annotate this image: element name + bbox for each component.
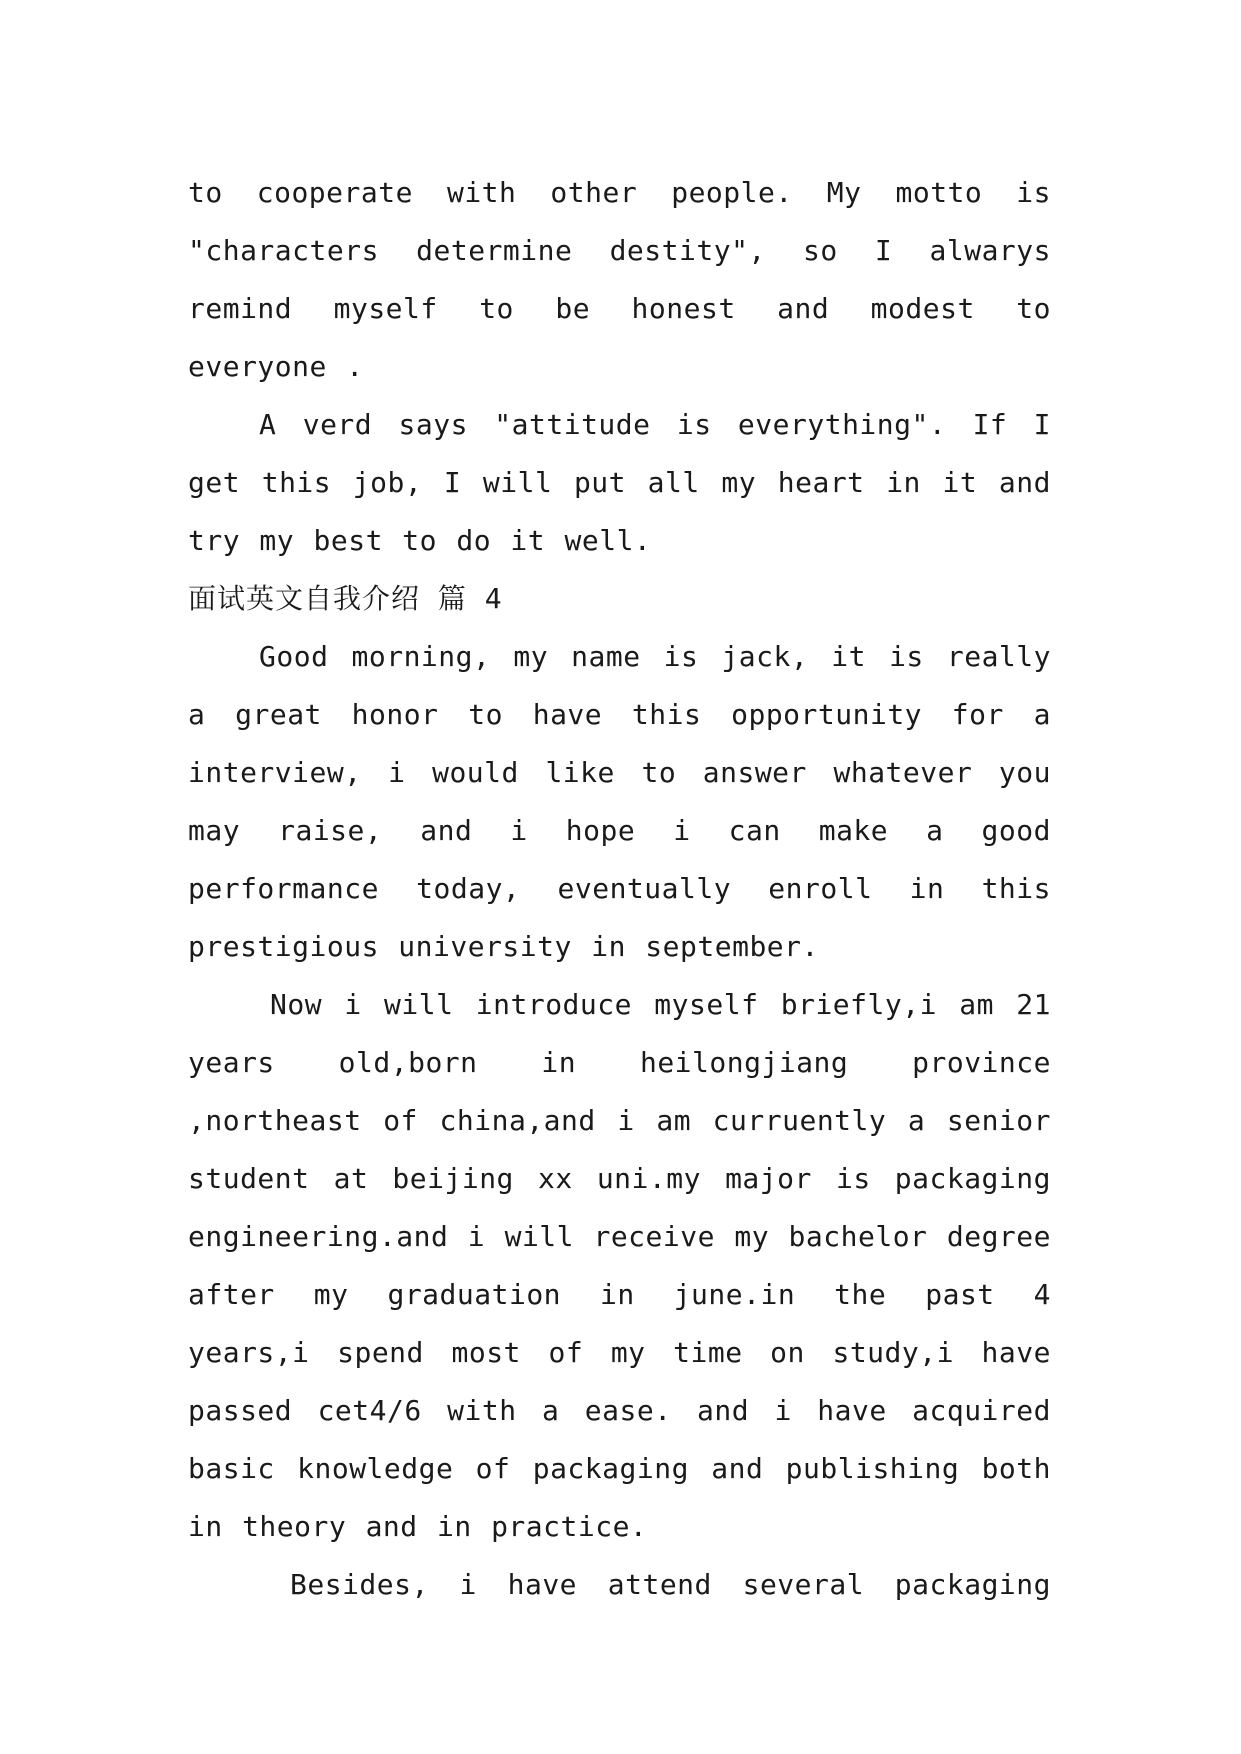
paragraph-besides: Besides, i have attend several packaging	[290, 1568, 1051, 1601]
paragraph-continuation: to cooperate with other people. My motto is "characters determine destity", so I alwarys remind myself to be honest and modest to everyone .	[188, 176, 1051, 383]
paragraph-greeting: Good morning, my name is jack, it is really a great honor to have this opportunity for a interview, i would like to answer whatever you may raise, and i hope i can make a good performance today, eventually enroll in this prestigious university in september.	[188, 640, 1051, 963]
paragraph-attitude: A verd says "attitude is everything". If I get this job, I will put all my heart in it and try my best to do it well.	[188, 408, 1051, 557]
document-body	[188, 164, 1051, 1614]
section-heading: 面试英文自我介绍 篇 4	[188, 582, 503, 615]
paragraph-introduction: Now i will introduce myself briefly,i am 21 years old,born in heilongjiang province ,northeast of china,and i am curruently a senior student at beijing xx uni.my major is packaging engineering.and i will receive my bachelor degree after my graduation in june.in the past 4 years,i spend most of my time on study,i have passed cet4/6 with a ease. and i have acquired basic knowledge of packaging and publishing both in theory and in practice.	[188, 988, 1051, 1543]
